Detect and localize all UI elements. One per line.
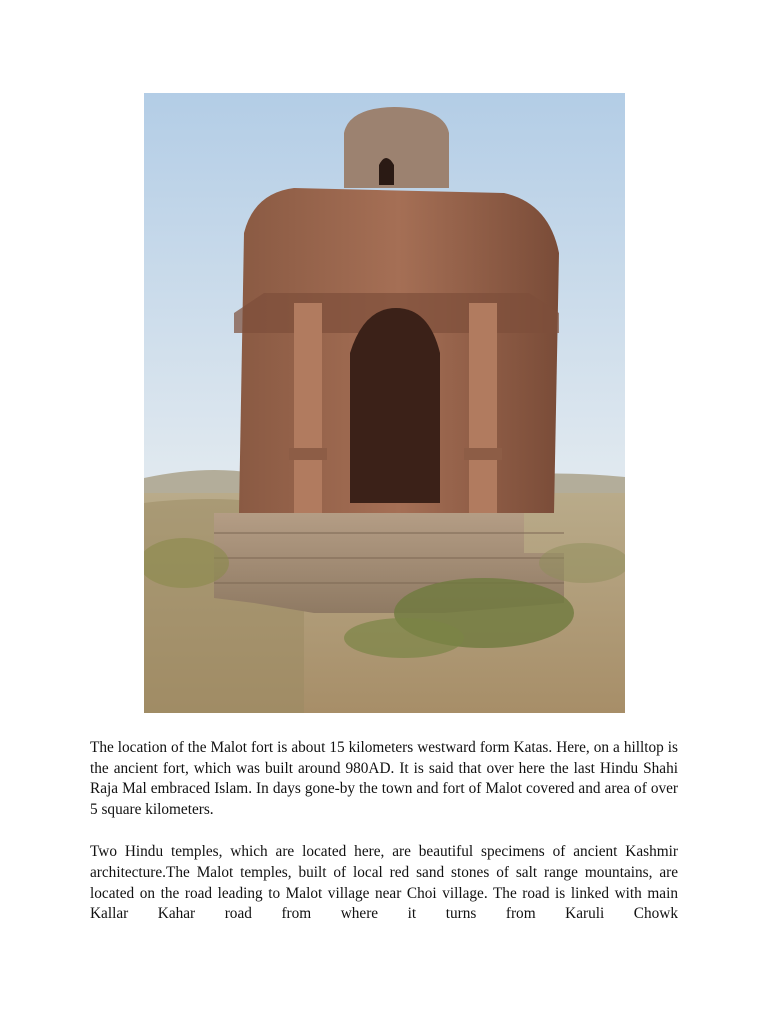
paragraph: Two Hindu temples, which are located here, are beautiful specimens of ancient Kashmir architecture.The Malot temples, built of local red sand stones of salt range mountains, are located on the road leading to Malot village near Choi village. The road is linked with main Kallar Kahar road from where it turns from Karuli Chowk	[90, 843, 678, 923]
temple-photo	[144, 93, 625, 713]
paragraph: The location of the Malot fort is about 15 kilometers westward form Katas. Here, on a hilltop is the ancient fort, which was built around 980AD. It is said that over here the last Hindu Shahi Raja Mal embraced Islam. In days gone-by the town and fort of Malot covered and area of over 5 square kilometers.	[90, 739, 678, 818]
body-text	[90, 738, 678, 925]
